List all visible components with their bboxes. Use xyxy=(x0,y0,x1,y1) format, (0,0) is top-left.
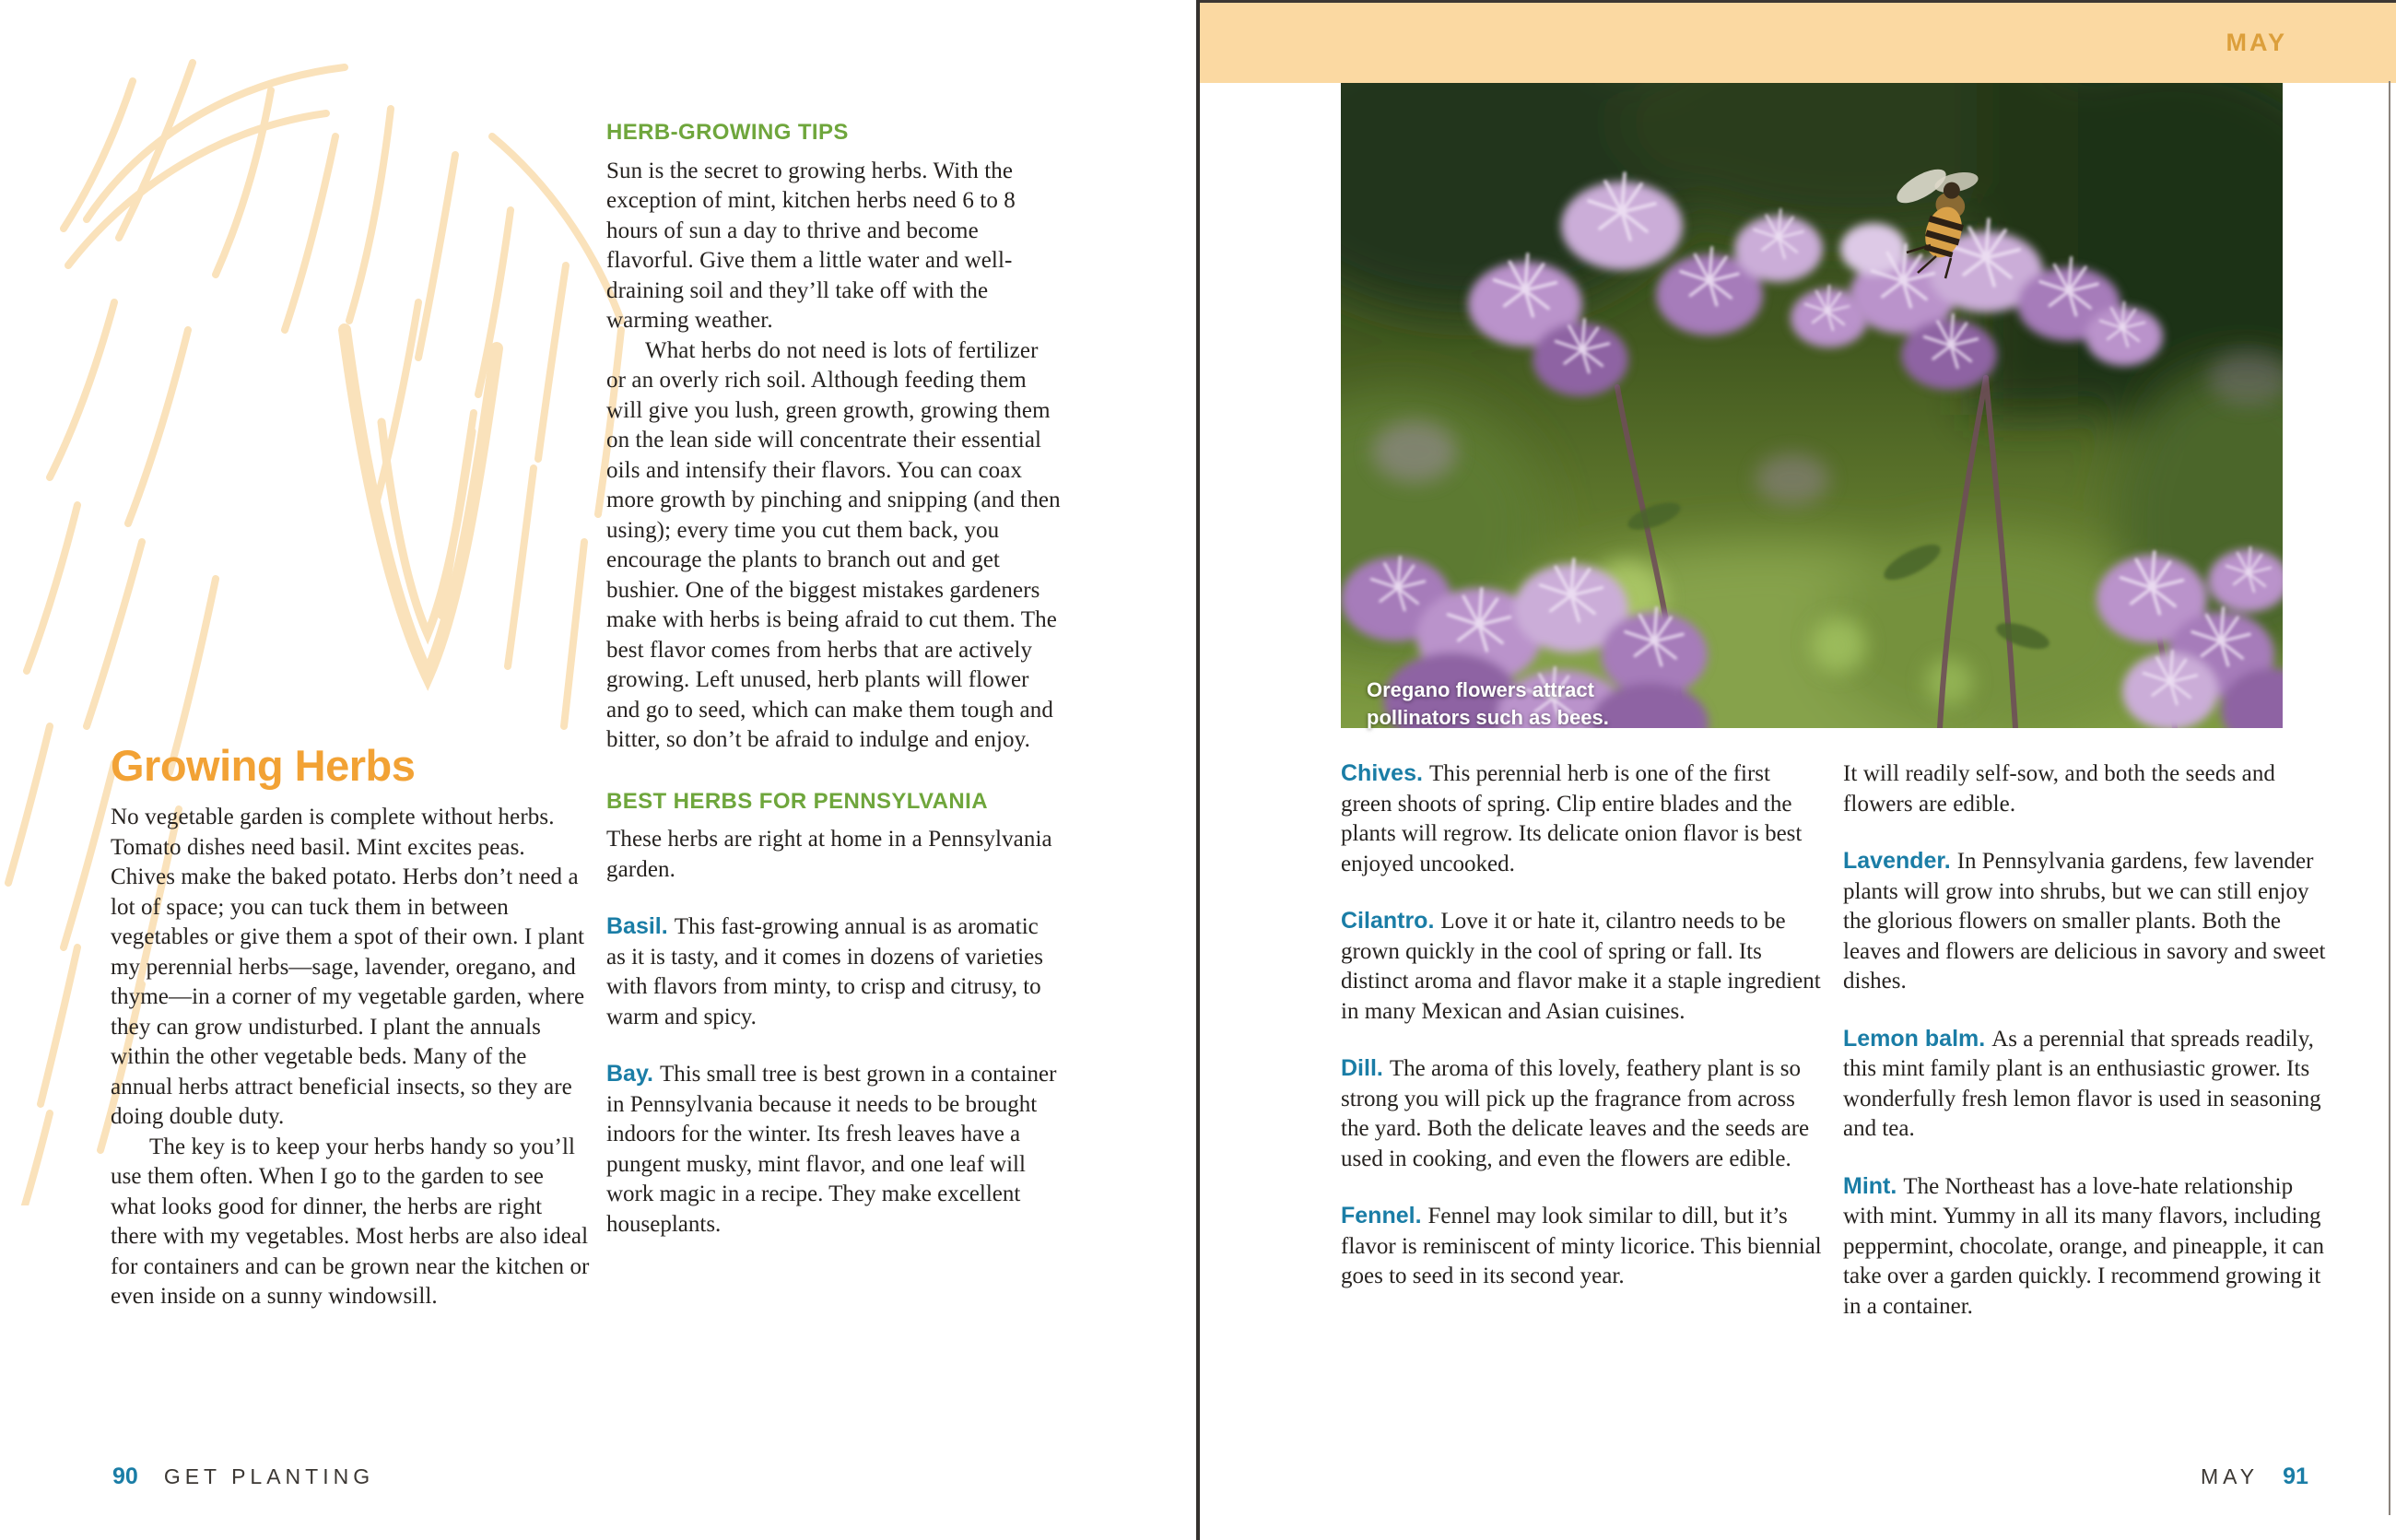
herb-text: The Northeast has a love-hate relationship with mint. Yummy in all its many flavors, including peppermint, chocolate, orange, and pineapple, it can take over a garden quickly. I recommend growing it in a container. xyxy=(1843,1173,2325,1319)
oregano-photo xyxy=(1341,83,2283,728)
page-number: 90 xyxy=(112,1464,138,1489)
photo-caption xyxy=(1367,676,1609,732)
herb-entry-fennel xyxy=(1341,1202,1822,1292)
photo-caption-line1: Oregano flowers attract xyxy=(1367,678,1594,701)
footer-left xyxy=(112,1464,374,1490)
herb-text: In Pennsylvania gardens, few lavender plants will grow into shrubs, but we can still enjoy the glorious flowers on smaller plants. Both the leaves and flowers are delicious in savory and sweet dishes. xyxy=(1843,849,2326,993)
photo-caption-line2: pollinators such as bees. xyxy=(1367,706,1609,729)
herb-entry-cilantro xyxy=(1341,907,1822,1027)
page-title: Growing Herbs xyxy=(111,741,416,790)
growing-herbs-column xyxy=(111,743,592,1312)
herb-text: The aroma of this lovely, feathery plant is so strong you will pick up the fragrance from across the yard. Both the delicate leaves and the seeds are used in cooking, and even the flowers are edible. xyxy=(1341,1056,1810,1171)
tips-paragraph-1: Sun is the secret to growing herbs. With the exception of mint, kitchen herbs need 6 to 8 hours of sun a day to thrive and become flavorful. Give them a little water and well-draining soil and they’ll take off with the warming weather. xyxy=(606,158,1016,334)
section-label: GET PLANTING xyxy=(163,1464,375,1488)
herb-entry-mint xyxy=(1843,1172,2337,1323)
herb-text: Fennel may look similar to dill, but it’s flavor is reminiscent of minty licorice. This biennial goes to seed in its second year. xyxy=(1341,1204,1822,1288)
book-spine-divider xyxy=(1196,0,1200,1540)
herb-entry-chives xyxy=(1341,759,1822,879)
herb-entry-lavender xyxy=(1843,847,2337,997)
herb-list-column-1 xyxy=(1341,759,1822,1292)
month-label: MAY xyxy=(2226,29,2287,56)
herb-text: This small tree is best grown in a container in Pennsylvania because it needs to be brought indoors for the winter. Its fresh leaves have a pungent musky, mint flavor, and one leaf will work magic in a recipe. They make excellent houseplants. xyxy=(606,1062,1057,1237)
herb-entry-bay xyxy=(606,1060,1062,1240)
herb-name: Lemon balm. xyxy=(1843,1025,1986,1052)
herb-name: Basil. xyxy=(606,913,668,940)
herb-name: Fennel. xyxy=(1341,1203,1422,1228)
herb-text: As a perennial that spreads readily, this mint family plant is an enthusiastic grower. Its wonderfully fresh lemon flavor is used in seasoning and tea. xyxy=(1843,1026,2321,1141)
herb-entry-basil xyxy=(606,912,1062,1032)
herb-text: This fast-growing annual is as aromatic as it is tasty, and it comes in dozens of varieties with flavors from minty, to crisp and citrusy, to warm and spicy. xyxy=(606,914,1043,1029)
herb-name: Mint. xyxy=(1843,1172,1897,1199)
intro-paragraph-1: No vegetable garden is complete without herbs. Tomato dishes need basil. Mint excites peas. Chives make the baked potato. Herbs don’t need a lot of space; you can tuck them in between vegetables or give them a spot of their own. I plant my perennial herbs—sage, lavender, oregano, and thyme—in a corner of my vegetable garden, where they can grow undisturbed. I plant the annuals within the other vegetable beds. Many of the annual herbs attract beneficial insects, so they are doing double duty. xyxy=(111,805,585,1130)
tips-paragraph-2: What herbs do not need is lots of fertilizer or an overly rich soil. Although feeding them will give you lush, green growth, growing them on the lean side will concentrate their essential oils and intensify their flavors. You can coax more growth by pinching and snipping (and then using); every time you cut them back, you encourage the plants to branch out and get bushier. One of the biggest mistakes gardeners make with herbs is being afraid to cut them. The best flavor comes from herbs that are actively growing. Left unused, herb plants will flower and go to seed, which can make them tough and bitter, so don’t be afraid to indulge and enjoy. xyxy=(606,337,1061,753)
herb-name: Bay. xyxy=(606,1061,653,1087)
footer-right xyxy=(2201,1464,2308,1490)
page-number: 91 xyxy=(2283,1464,2308,1489)
herb-name: Chives. xyxy=(1341,760,1423,786)
herb-text: Love it or hate it, cilantro needs to be grown quickly in the cool of spring or fall. Its distinct aroma and flavor make it a staple ingredient in many Mexican and Asian cuisines. xyxy=(1341,909,1821,1024)
herb-name: Cilantro. xyxy=(1341,908,1435,934)
herb-text: This perennial herb is one of the first green shoots of spring. Clip entire blades and the plants will regrow. Its delicate onion flavor is best enjoyed uncooked. xyxy=(1341,761,1803,876)
page-right-edge xyxy=(2389,81,2390,1515)
tips-column xyxy=(606,120,1062,1240)
fennel-continuation: It will readily self-sow, and both the seeds and flowers are edible. xyxy=(1843,761,2276,817)
herb-entry-dill xyxy=(1341,1054,1822,1174)
herb-list-column-2 xyxy=(1843,759,2337,1322)
herb-name: Dill. xyxy=(1341,1055,1383,1081)
intro-paragraph-2: The key is to keep your herbs handy so you’ll use them often. When I go to the garden to see what looks good for dinner, the herbs are right there with my vegetables. Most herbs are also ideal for containers and can be grown near the kitchen or even inside on a sunny windowsill. xyxy=(111,1134,590,1310)
best-herbs-heading: BEST HERBS FOR PENNSYLVANIA xyxy=(606,788,988,814)
herb-name: Lavender. xyxy=(1843,848,1951,874)
herb-growing-tips-heading: HERB-GROWING TIPS xyxy=(606,120,849,145)
month-header-band xyxy=(1200,0,2396,83)
section-label: MAY xyxy=(2201,1464,2260,1488)
herb-entry-lemon-balm xyxy=(1843,1025,2337,1145)
best-herbs-intro: These herbs are right at home in a Pennsylvania garden. xyxy=(606,827,1052,882)
